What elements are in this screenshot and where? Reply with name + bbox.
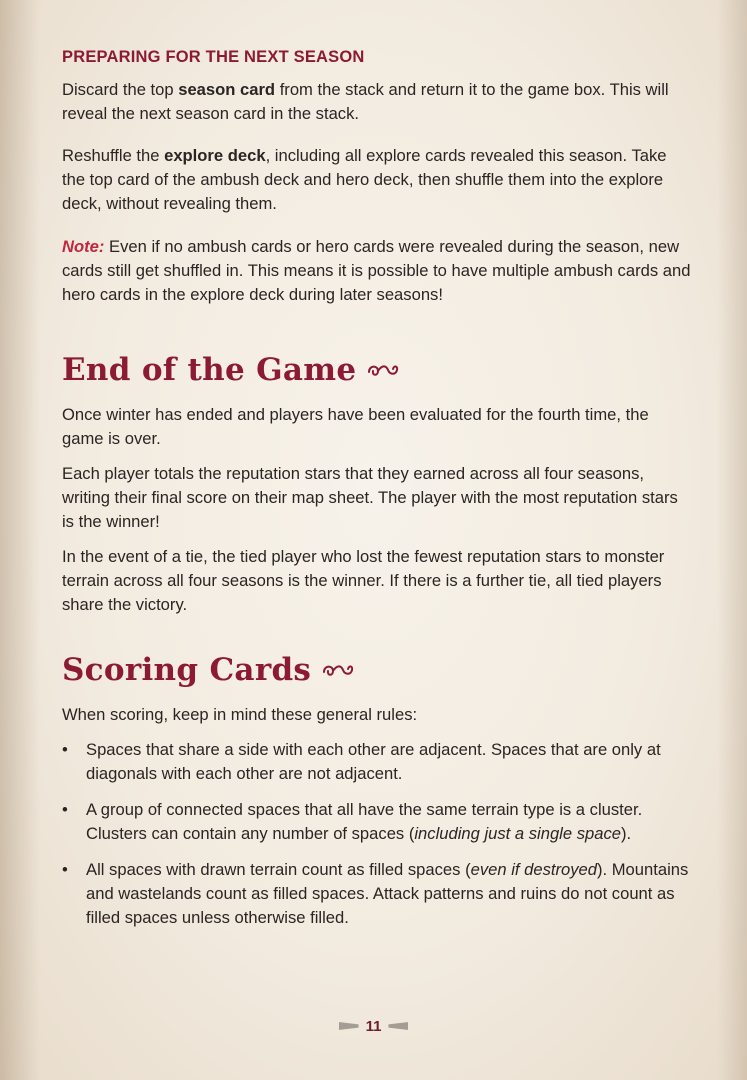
list-item bbox=[62, 858, 694, 930]
flourish-icon bbox=[321, 661, 357, 679]
game-over-paragraph: Once winter has ended and players have been evaluated for the fourth time, the game is over. bbox=[62, 405, 649, 448]
page-edge-shadow-right bbox=[717, 0, 747, 1080]
bullet-icon: • bbox=[62, 740, 68, 759]
bullet-icon: • bbox=[62, 860, 68, 879]
end-of-game-heading bbox=[62, 352, 402, 388]
text-run: Reshuffle the bbox=[62, 146, 165, 165]
footer-ornament-right bbox=[388, 1022, 408, 1030]
tie-breaker-paragraph: In the event of a tie, the tied player who lost the fewest reputation stars to monster terrain across all four seasons is the winner. If there is a further tie, all tied players share the victory. bbox=[62, 547, 665, 614]
list-item bbox=[62, 798, 694, 846]
scoring-intro: When scoring, keep in mind these general rules: bbox=[62, 705, 418, 724]
rule-text: Spaces that share a side with each other are adjacent. Spaces that are only at diagonals with each other are not adjacent. bbox=[86, 740, 661, 783]
rule-text: All spaces with drawn terrain count as filled spaces ( bbox=[86, 860, 471, 879]
scoring-cards-heading bbox=[62, 652, 357, 688]
term-season-card: season card bbox=[178, 80, 276, 99]
reshuffle-paragraph bbox=[62, 144, 694, 216]
footer-ornament-left bbox=[339, 1022, 359, 1030]
page-edge-shadow-left bbox=[0, 0, 40, 1080]
rule-text: ). Mountains and wastelands count as filled spaces. Attack patterns and ruins do not count as filled spaces unless otherwise filled. bbox=[86, 860, 689, 927]
scoring-rules-list bbox=[62, 738, 694, 930]
discard-season-card-paragraph bbox=[62, 78, 694, 126]
list-item bbox=[62, 738, 694, 786]
section-subheading: PREPARING FOR THE NEXT SEASON bbox=[62, 48, 365, 66]
text-run: Discard the top bbox=[62, 80, 179, 99]
heading-text: Scoring Cards bbox=[62, 652, 312, 688]
heading-text: End of the Game bbox=[62, 352, 357, 388]
note-paragraph bbox=[62, 235, 694, 307]
note-label: Note: bbox=[62, 237, 105, 256]
bullet-icon: • bbox=[62, 800, 68, 819]
rule-emphasis: including just a single space bbox=[414, 824, 621, 843]
text-run: , including all explore cards revealed this season. Take the top card of the ambush deck and hero deck, then shuffle them into the explore deck, without revealing them. bbox=[62, 146, 667, 213]
rule-text: ). bbox=[621, 824, 632, 843]
text-run: from the stack and return it to the game box. This will reveal the next season card in the stack. bbox=[62, 80, 669, 123]
text-run: Even if no ambush cards or hero cards were revealed during the season, new cards still get shuffled in. This means it is possible to have multiple ambush cards and hero cards in the explore deck during later seasons! bbox=[62, 237, 691, 304]
rule-text: A group of connected spaces that all have the same terrain type is a cluster. Clusters can contain any number of spaces ( bbox=[86, 800, 643, 843]
flourish-icon bbox=[366, 361, 402, 379]
page-number: 11 bbox=[365, 1017, 382, 1035]
term-explore-deck: explore deck bbox=[164, 146, 266, 165]
page-footer bbox=[0, 1016, 747, 1036]
totals-paragraph: Each player totals the reputation stars that they earned across all four seasons, writing their final score on their map sheet. The player with the most reputation stars is the winner! bbox=[62, 464, 678, 531]
rule-emphasis: even if destroyed bbox=[470, 860, 597, 879]
